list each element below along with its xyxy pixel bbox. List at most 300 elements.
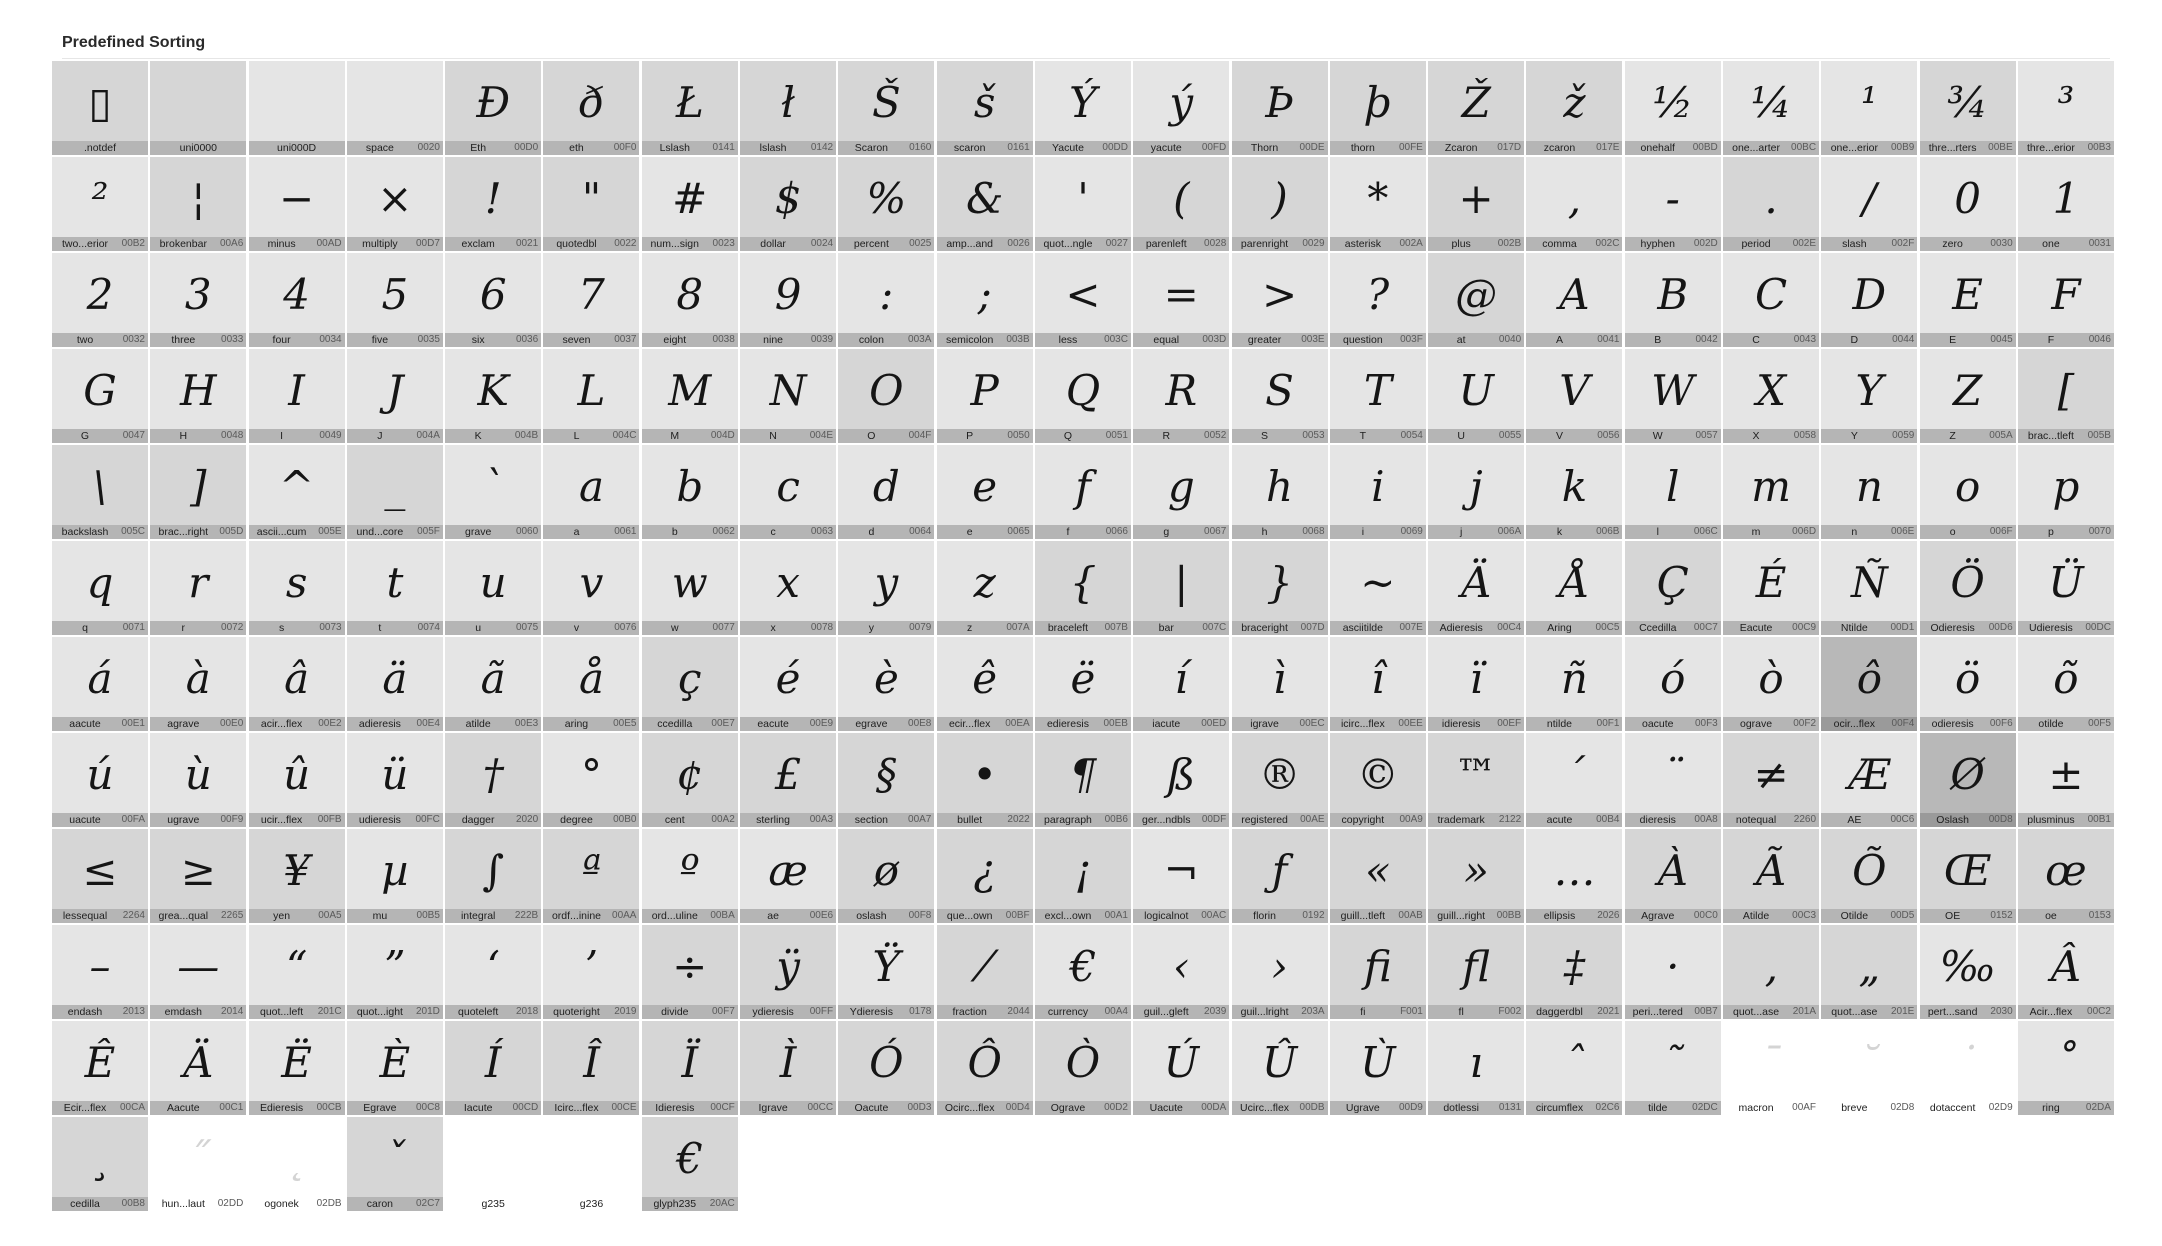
glyph-cell[interactable] xyxy=(937,253,1033,347)
glyph-preview: ¨ xyxy=(1662,750,1684,799)
glyph-cell[interactable] xyxy=(445,61,541,155)
glyph-cell[interactable] xyxy=(543,61,639,155)
glyph-cell[interactable] xyxy=(1035,61,1131,155)
glyph-cell[interactable] xyxy=(1133,733,1229,827)
glyph-cell[interactable] xyxy=(52,445,148,539)
glyph-cell[interactable] xyxy=(1232,541,1328,635)
glyph-cell[interactable] xyxy=(642,253,738,347)
glyph-preview: ™ xyxy=(1455,750,1498,799)
glyph-cell[interactable] xyxy=(249,445,345,539)
glyph-cell[interactable] xyxy=(1526,445,1622,539)
glyph-cell[interactable] xyxy=(2018,733,2114,827)
glyph-cell[interactable] xyxy=(1428,637,1524,731)
glyph-cell[interactable] xyxy=(1330,925,1426,1019)
glyph-cell[interactable] xyxy=(642,61,738,155)
glyph-preview: ‰ xyxy=(1939,942,1996,991)
glyph-cell[interactable] xyxy=(1821,1021,1917,1115)
glyph-cell[interactable] xyxy=(838,349,934,443)
glyph-cell[interactable] xyxy=(1920,733,2016,827)
glyph-cell[interactable] xyxy=(1428,925,1524,1019)
glyph-preview: U xyxy=(1458,366,1494,415)
glyph-cell[interactable] xyxy=(1723,541,1819,635)
glyph-cell[interactable] xyxy=(1330,253,1426,347)
glyph-cell[interactable] xyxy=(2018,349,2114,443)
glyph-cell[interactable] xyxy=(937,637,1033,731)
glyph-cell[interactable] xyxy=(249,157,345,251)
glyph-cell[interactable] xyxy=(1133,829,1229,923)
glyph-cell[interactable] xyxy=(2018,61,2114,155)
glyph-cell[interactable] xyxy=(642,541,738,635)
glyph-name: quoteleft xyxy=(458,1006,499,1018)
glyph-cell[interactable] xyxy=(1526,349,1622,443)
glyph-unicode: 00A6 xyxy=(219,238,244,249)
glyph-cell[interactable] xyxy=(249,829,345,923)
glyph-unicode: 00FC xyxy=(415,814,440,825)
glyph-preview: £ xyxy=(774,750,802,799)
glyph-preview: % xyxy=(866,174,907,223)
glyph-cell[interactable] xyxy=(838,157,934,251)
glyph-preview: î xyxy=(1371,654,1385,703)
glyph-cell[interactable] xyxy=(1232,925,1328,1019)
glyph-cell[interactable] xyxy=(1330,829,1426,923)
glyph-cell[interactable] xyxy=(1920,445,2016,539)
glyph-cell[interactable] xyxy=(838,925,934,1019)
glyph-unicode: 00C5 xyxy=(1595,622,1620,633)
glyph-cell[interactable] xyxy=(1723,157,1819,251)
glyph-label xyxy=(740,621,836,635)
glyph-cell[interactable] xyxy=(249,733,345,827)
glyph-cell[interactable] xyxy=(1133,541,1229,635)
glyph-unicode: 0053 xyxy=(1302,430,1325,441)
glyph-cell[interactable] xyxy=(2018,1021,2114,1115)
glyph-cell[interactable] xyxy=(249,253,345,347)
glyph-cell[interactable] xyxy=(52,541,148,635)
glyph-cell[interactable] xyxy=(445,1021,541,1115)
glyph-cell[interactable] xyxy=(1330,157,1426,251)
glyph-cell[interactable] xyxy=(1035,925,1131,1019)
glyph-cell[interactable] xyxy=(937,925,1033,1019)
glyph-cell[interactable] xyxy=(543,157,639,251)
glyph-cell[interactable] xyxy=(52,637,148,731)
glyph-cell[interactable] xyxy=(445,445,541,539)
glyph-cell[interactable] xyxy=(1723,445,1819,539)
glyph-cell[interactable] xyxy=(1723,61,1819,155)
glyph-cell[interactable] xyxy=(150,61,246,155)
glyph-label xyxy=(740,333,836,347)
glyph-cell[interactable] xyxy=(1232,733,1328,827)
glyph-cell[interactable] xyxy=(838,1021,934,1115)
glyph-cell[interactable] xyxy=(1821,925,1917,1019)
glyph-unicode: 00DA xyxy=(1201,1102,1227,1113)
glyph-cell[interactable] xyxy=(1428,445,1524,539)
glyph-cell[interactable] xyxy=(740,61,836,155)
glyph-cell[interactable] xyxy=(1821,733,1917,827)
glyph-cell[interactable] xyxy=(1526,829,1622,923)
glyph-cell[interactable] xyxy=(1133,349,1229,443)
glyph-cell[interactable] xyxy=(1625,1021,1721,1115)
glyph-cell[interactable] xyxy=(740,733,836,827)
glyph-cell[interactable] xyxy=(1526,637,1622,731)
glyph-cell[interactable] xyxy=(1133,925,1229,1019)
glyph-cell[interactable] xyxy=(2018,253,2114,347)
glyph-name: AE xyxy=(1847,814,1862,826)
glyph-cell[interactable] xyxy=(1723,925,1819,1019)
glyph-cell[interactable] xyxy=(543,1021,639,1115)
glyph-cell[interactable] xyxy=(937,445,1033,539)
glyph-cell[interactable] xyxy=(1133,1021,1229,1115)
glyph-unicode: 00C2 xyxy=(2087,1006,2111,1017)
glyph-cell[interactable] xyxy=(1723,829,1819,923)
glyph-label xyxy=(642,1005,738,1019)
glyph-cell[interactable] xyxy=(347,925,443,1019)
glyph-cell[interactable] xyxy=(249,1021,345,1115)
glyph-cell[interactable] xyxy=(1133,637,1229,731)
glyph-cell[interactable] xyxy=(347,445,443,539)
glyph-label xyxy=(642,1101,738,1115)
glyph-cell[interactable] xyxy=(740,349,836,443)
glyph-cell[interactable] xyxy=(1723,733,1819,827)
glyph-cell[interactable] xyxy=(2018,541,2114,635)
glyph-cell[interactable] xyxy=(347,1117,443,1211)
glyph-cell[interactable] xyxy=(1330,541,1426,635)
glyph-name: excl...own xyxy=(1044,910,1092,922)
glyph-cell[interactable] xyxy=(838,541,934,635)
glyph-cell[interactable] xyxy=(2018,829,2114,923)
glyph-name: H xyxy=(179,430,188,442)
glyph-cell[interactable] xyxy=(1526,541,1622,635)
glyph-cell[interactable] xyxy=(1133,445,1229,539)
glyph-name: plusminus xyxy=(2027,814,2075,826)
glyph-cell[interactable] xyxy=(1035,157,1131,251)
glyph-cell[interactable] xyxy=(52,1021,148,1115)
glyph-cell[interactable] xyxy=(1920,157,2016,251)
glyph-cell[interactable] xyxy=(1526,61,1622,155)
glyph-cell[interactable] xyxy=(642,1021,738,1115)
glyph-cell[interactable] xyxy=(1035,637,1131,731)
glyph-cell[interactable] xyxy=(1920,61,2016,155)
glyph-cell[interactable] xyxy=(150,541,246,635)
glyph-cell[interactable] xyxy=(347,733,443,827)
glyph-label xyxy=(1526,237,1622,251)
glyph-cell[interactable] xyxy=(347,637,443,731)
glyph-cell[interactable] xyxy=(1625,61,1721,155)
glyph-cell[interactable] xyxy=(1625,925,1721,1019)
glyph-cell[interactable] xyxy=(445,541,541,635)
glyph-cell[interactable] xyxy=(1625,829,1721,923)
glyph-cell[interactable] xyxy=(249,637,345,731)
glyph-cell[interactable] xyxy=(445,157,541,251)
glyph-cell[interactable] xyxy=(52,253,148,347)
glyph-unicode: 004C xyxy=(612,430,637,441)
glyph-cell[interactable] xyxy=(838,637,934,731)
glyph-preview: ¾ xyxy=(1947,78,1988,127)
glyph-cell[interactable] xyxy=(1330,61,1426,155)
glyph-cell[interactable] xyxy=(249,349,345,443)
glyph-cell[interactable] xyxy=(543,541,639,635)
glyph-cell[interactable] xyxy=(740,157,836,251)
glyph-cell[interactable] xyxy=(1035,733,1131,827)
glyph-label xyxy=(249,1005,345,1019)
glyph-name: otilde xyxy=(2038,718,2064,730)
glyph-cell[interactable] xyxy=(150,157,246,251)
glyph-cell[interactable] xyxy=(1428,541,1524,635)
glyph-cell[interactable] xyxy=(1821,253,1917,347)
glyph-unicode: 0070 xyxy=(2088,526,2111,537)
glyph-cell[interactable] xyxy=(1232,253,1328,347)
glyph-cell[interactable] xyxy=(1821,829,1917,923)
glyph-label xyxy=(1920,525,2016,539)
glyph-cell[interactable] xyxy=(347,61,443,155)
glyph-preview: Œ xyxy=(1943,846,1992,895)
glyph-cell[interactable] xyxy=(838,61,934,155)
glyph-cell[interactable] xyxy=(642,829,738,923)
glyph-cell[interactable] xyxy=(1035,541,1131,635)
glyph-cell[interactable] xyxy=(1133,61,1229,155)
glyph-cell[interactable] xyxy=(838,829,934,923)
glyph-cell[interactable] xyxy=(740,637,836,731)
glyph-label xyxy=(642,429,738,443)
glyph-cell[interactable] xyxy=(150,925,246,1019)
glyph-cell[interactable] xyxy=(1625,637,1721,731)
glyph-preview: Ü xyxy=(2048,558,2084,607)
glyph-cell[interactable] xyxy=(1821,637,1917,731)
glyph-cell[interactable] xyxy=(249,1117,345,1211)
glyph-cell[interactable] xyxy=(150,253,246,347)
glyph-cell[interactable] xyxy=(1035,829,1131,923)
glyph-cell[interactable] xyxy=(937,733,1033,827)
glyph-cell[interactable] xyxy=(1232,829,1328,923)
glyph-cell[interactable] xyxy=(249,541,345,635)
glyph-preview: 4 xyxy=(283,270,310,319)
glyph-name: M xyxy=(670,430,680,442)
glyph-label xyxy=(1526,429,1622,443)
glyph-cell[interactable] xyxy=(740,925,836,1019)
glyph-label xyxy=(52,813,148,827)
glyph-cell[interactable] xyxy=(1821,349,1917,443)
glyph-name: amp...and xyxy=(946,238,994,250)
glyph-cell[interactable] xyxy=(347,253,443,347)
glyph-cell[interactable] xyxy=(1035,1021,1131,1115)
glyph-cell[interactable] xyxy=(445,253,541,347)
glyph-cell[interactable] xyxy=(642,925,738,1019)
glyph-cell[interactable] xyxy=(1920,925,2016,1019)
glyph-cell[interactable] xyxy=(52,829,148,923)
glyph-cell[interactable] xyxy=(740,445,836,539)
glyph-cell[interactable] xyxy=(1232,349,1328,443)
glyph-cell[interactable] xyxy=(2018,925,2114,1019)
glyph-cell[interactable] xyxy=(150,349,246,443)
glyph-unicode: 02DA xyxy=(2085,1102,2111,1113)
glyph-cell[interactable] xyxy=(2018,637,2114,731)
glyph-cell[interactable] xyxy=(1428,253,1524,347)
glyph-cell[interactable] xyxy=(838,733,934,827)
glyph-cell[interactable] xyxy=(445,349,541,443)
glyph-cell[interactable] xyxy=(445,637,541,731)
glyph-cell[interactable] xyxy=(1232,637,1328,731)
glyph-cell[interactable] xyxy=(937,157,1033,251)
glyph-cell[interactable] xyxy=(642,445,738,539)
glyph-name: i xyxy=(1361,526,1365,538)
glyph-label xyxy=(445,525,541,539)
glyph-cell[interactable] xyxy=(543,445,639,539)
glyph-cell[interactable] xyxy=(543,637,639,731)
glyph-name: J xyxy=(377,430,383,442)
glyph-cell[interactable] xyxy=(150,1117,246,1211)
glyph-name: bullet xyxy=(957,814,983,826)
glyph-cell[interactable] xyxy=(1821,61,1917,155)
glyph-cell[interactable] xyxy=(642,349,738,443)
glyph-cell[interactable] xyxy=(1428,157,1524,251)
glyph-unicode: 002B xyxy=(1497,238,1522,249)
glyph-cell[interactable] xyxy=(642,157,738,251)
glyph-cell[interactable] xyxy=(150,445,246,539)
glyph-cell[interactable] xyxy=(1625,733,1721,827)
glyph-cell[interactable] xyxy=(1428,61,1524,155)
glyph-cell[interactable] xyxy=(1625,445,1721,539)
glyph-cell[interactable] xyxy=(1133,253,1229,347)
glyph-label xyxy=(740,237,836,251)
glyph-cell[interactable] xyxy=(1920,349,2016,443)
glyph-cell[interactable] xyxy=(1821,157,1917,251)
glyph-cell[interactable] xyxy=(1428,733,1524,827)
glyph-cell[interactable] xyxy=(1821,541,1917,635)
glyph-cell[interactable] xyxy=(52,1117,148,1211)
glyph-cell[interactable] xyxy=(2018,157,2114,251)
glyph-cell[interactable] xyxy=(1232,1021,1328,1115)
glyph-cell[interactable] xyxy=(1035,253,1131,347)
glyph-cell[interactable] xyxy=(1232,61,1328,155)
glyph-cell[interactable] xyxy=(1723,1021,1819,1115)
glyph-cell[interactable] xyxy=(1330,445,1426,539)
glyph-cell[interactable] xyxy=(52,349,148,443)
glyph-cell[interactable] xyxy=(1821,445,1917,539)
glyph-cell[interactable] xyxy=(347,157,443,251)
glyph-cell[interactable] xyxy=(1920,1021,2016,1115)
glyph-cell[interactable] xyxy=(937,829,1033,923)
glyph-cell[interactable] xyxy=(150,637,246,731)
glyph-cell[interactable] xyxy=(1428,829,1524,923)
glyph-preview: ł xyxy=(781,78,795,127)
glyph-cell[interactable] xyxy=(543,349,639,443)
glyph-name: hyphen xyxy=(1640,238,1675,250)
glyph-cell[interactable] xyxy=(347,349,443,443)
glyph-cell[interactable] xyxy=(642,1117,738,1211)
glyph-cell[interactable] xyxy=(347,1021,443,1115)
glyph-cell[interactable] xyxy=(740,541,836,635)
glyph-name: V xyxy=(1555,430,1563,442)
glyph-cell[interactable] xyxy=(1625,157,1721,251)
glyph-cell[interactable] xyxy=(52,925,148,1019)
glyph-cell[interactable] xyxy=(1526,253,1622,347)
glyph-cell[interactable] xyxy=(445,733,541,827)
glyph-cell[interactable] xyxy=(1330,349,1426,443)
glyph-cell[interactable] xyxy=(937,349,1033,443)
glyph-cell[interactable] xyxy=(543,925,639,1019)
glyph-cell[interactable] xyxy=(937,61,1033,155)
glyph-cell[interactable] xyxy=(1920,253,2016,347)
glyph-cell[interactable] xyxy=(1232,445,1328,539)
glyph-cell[interactable] xyxy=(52,733,148,827)
glyph-cell[interactable] xyxy=(445,829,541,923)
glyph-unicode: 00FD xyxy=(1201,142,1227,153)
glyph-cell[interactable] xyxy=(249,61,345,155)
glyph-cell[interactable] xyxy=(1920,637,2016,731)
glyph-cell[interactable] xyxy=(1330,637,1426,731)
glyph-cell[interactable] xyxy=(937,1021,1033,1115)
glyph-cell[interactable] xyxy=(543,1117,639,1211)
glyph-cell[interactable] xyxy=(2018,445,2114,539)
glyph-cell[interactable] xyxy=(1428,349,1524,443)
glyph-cell[interactable] xyxy=(1428,1021,1524,1115)
glyph-cell[interactable] xyxy=(1723,637,1819,731)
glyph-cell[interactable] xyxy=(249,925,345,1019)
glyph-label xyxy=(1723,1101,1819,1115)
glyph-preview: 2 xyxy=(86,270,114,319)
glyph-cell[interactable] xyxy=(1723,253,1819,347)
glyph-cell[interactable] xyxy=(1330,1021,1426,1115)
glyph-preview: Ž xyxy=(1461,78,1491,127)
glyph-cell[interactable] xyxy=(150,1021,246,1115)
glyph-cell[interactable] xyxy=(1920,541,2016,635)
glyph-cell[interactable] xyxy=(740,829,836,923)
glyph-unicode: F001 xyxy=(1400,1006,1423,1017)
glyph-cell[interactable] xyxy=(1330,733,1426,827)
glyph-cell[interactable] xyxy=(1625,253,1721,347)
glyph-cell[interactable] xyxy=(642,733,738,827)
glyph-cell[interactable] xyxy=(1526,1021,1622,1115)
glyph-cell[interactable] xyxy=(1526,733,1622,827)
glyph-preview: ß xyxy=(1167,750,1196,799)
glyph-cell[interactable] xyxy=(52,61,148,155)
glyph-preview: ¥ xyxy=(283,846,310,895)
glyph-cell[interactable] xyxy=(1723,349,1819,443)
glyph-cell[interactable] xyxy=(1526,925,1622,1019)
glyph-cell[interactable] xyxy=(445,1117,541,1211)
glyph-cell[interactable] xyxy=(52,157,148,251)
glyph-label xyxy=(347,717,443,731)
glyph-name: paragraph xyxy=(1044,814,1092,826)
glyph-cell[interactable] xyxy=(543,829,639,923)
glyph-cell[interactable] xyxy=(347,829,443,923)
glyph-preview: e xyxy=(972,462,998,511)
glyph-cell[interactable] xyxy=(1526,157,1622,251)
glyph-cell[interactable] xyxy=(445,925,541,1019)
glyph-cell[interactable] xyxy=(347,541,443,635)
glyph-cell[interactable] xyxy=(1625,349,1721,443)
glyph-cell[interactable] xyxy=(1232,157,1328,251)
glyph-cell[interactable] xyxy=(1035,445,1131,539)
glyph-cell[interactable] xyxy=(740,1021,836,1115)
glyph-cell[interactable] xyxy=(838,253,934,347)
glyph-cell[interactable] xyxy=(1625,541,1721,635)
glyph-cell[interactable] xyxy=(543,253,639,347)
glyph-unicode: 006C xyxy=(1693,526,1718,537)
glyph-cell[interactable] xyxy=(740,253,836,347)
glyph-cell[interactable] xyxy=(1133,157,1229,251)
glyph-cell[interactable] xyxy=(543,733,639,827)
glyph-cell[interactable] xyxy=(150,733,246,827)
glyph-cell[interactable] xyxy=(642,637,738,731)
glyph-cell[interactable] xyxy=(937,541,1033,635)
glyph-unicode: 00A5 xyxy=(318,910,342,921)
glyph-label xyxy=(838,717,934,731)
glyph-cell[interactable] xyxy=(1920,829,2016,923)
glyph-cell[interactable] xyxy=(150,829,246,923)
glyph-cell[interactable] xyxy=(838,445,934,539)
glyph-label xyxy=(445,1005,541,1019)
glyph-unicode: 00C4 xyxy=(1497,622,1522,633)
glyph-cell[interactable] xyxy=(1035,349,1131,443)
